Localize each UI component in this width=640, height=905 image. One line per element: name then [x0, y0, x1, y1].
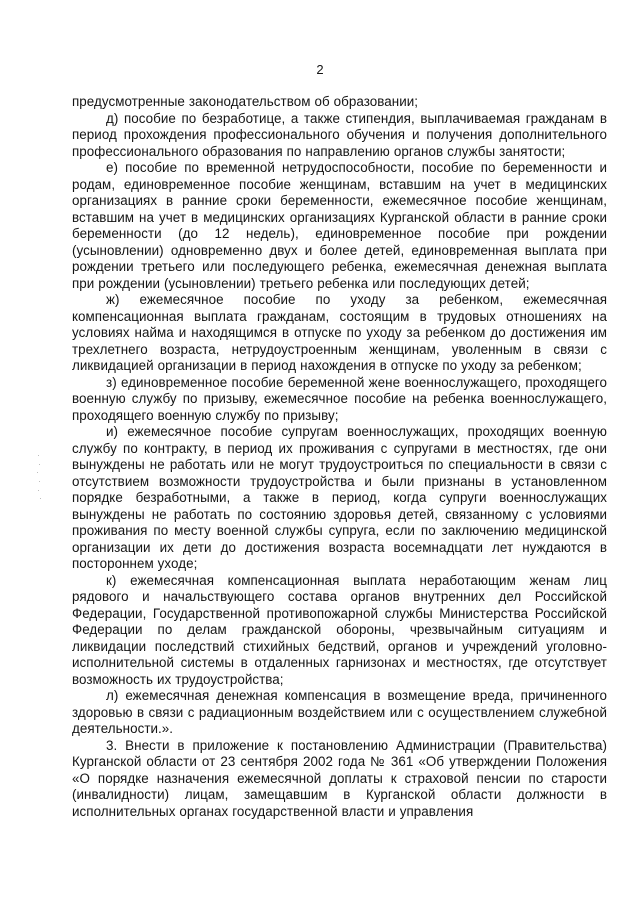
- document-body: [72, 94, 607, 820]
- paragraph-continuation: предусмотренные законодательством об образовании;: [72, 94, 419, 109]
- paragraph-item-k: к) ежемесячная компенсационная выплата неработающим женам лиц рядового и начальствующего состава органов внутренних дел Российской Федерации, Государственной противопожарной службы Министерства Российской Федерации по делам гражданской обороны, чрезвычайным ситуациям и ликвидации последствий стихийных бедствий, органов и учреждений уголовно-исполнительной системы в отдаленных гарнизонах и местностях, где отсутствует возможность их трудоустройства;: [72, 572, 607, 687]
- paragraph-item-e: е) пособие по временной нетрудоспособности, пособие по беременности и родам, единовременное пособие женщинам, вставшим на учет в медицинских организациях в ранние сроки беременности, ежемесячное пособие женщинам, вставшим на учет в медицинских организациях Курганской области в ранние сроки беременности (до 12 недель), единовременное пособие при рождении (усыновлении) одновременно двух и более детей, единовременная выплата при рождении третьего или последующего ребенка, ежемесячная денежная выплата при рождении (усыновлении) третьего ребенка или последующих детей;: [72, 160, 607, 291]
- scan-artifact: [37, 455, 41, 500]
- paragraph-item-i: и) ежемесячное пособие супругам военнослужащих, проходящих военную службу по контракту, в период их проживания с супругами в местностях, где они вынуждены не работать или не могут трудоустроиться по специальности в связи с отсутствием возможности трудоустройства и были признаны в установленном порядке безработными, а также в период, когда супруги военнослужащих вынуждены не работать по состоянию здоровья детей, связанному с условиями проживания по месту военной службы супруга, если по заключению медицинской организации их дети до достижения возраста восемнадцати лет нуждаются в постороннем уходе;: [72, 424, 607, 571]
- paragraph-item-z: з) единовременное пособие беременной жене военнослужащего, проходящего военную службу по призыву, ежемесячное пособие на ребенка военнослужащего, проходящего военную службу по призыву;: [72, 374, 607, 423]
- paragraph-item-l: л) ежемесячная денежная компенсация в возмещение вреда, причиненного здоровью в связи с радиационным воздействием или с осуществлением служебной деятельности.».: [72, 688, 607, 736]
- paragraph-item-d: д) пособие по безработице, а также стипендия, выплачиваемая гражданам в период прохождения профессионального обучения и получения дополнительного профессионального образования по направлению органов службы занятости;: [72, 110, 607, 159]
- paragraph-section-3: 3. Внести в приложение к постановлению Администрации (Правительства) Курганской области от 23 сентября 2002 года № 361 «Об утверждении Положения «О порядке назначения ежемесячной доплаты к страховой пенсии по старости (инвалидности) лицам, замещавшим в Курганской области должности в исполнительных органах государственной власти и управления: [72, 737, 607, 819]
- page-number: 2: [316, 62, 324, 77]
- paragraph-item-zh: ж) ежемесячное пособие по уходу за ребенком, ежемесячная компенсационная выплата гражданам, состоящим в трудовых отношениях на условиях найма и находящимся в отпуске по уходу за ребенком до достижения им трехлетнего возраста, нетрудоустроенным женщинам, уволенным в связи с ликвидацией организации в период нахождения в отпуске по уходу за ребенком;: [72, 292, 607, 373]
